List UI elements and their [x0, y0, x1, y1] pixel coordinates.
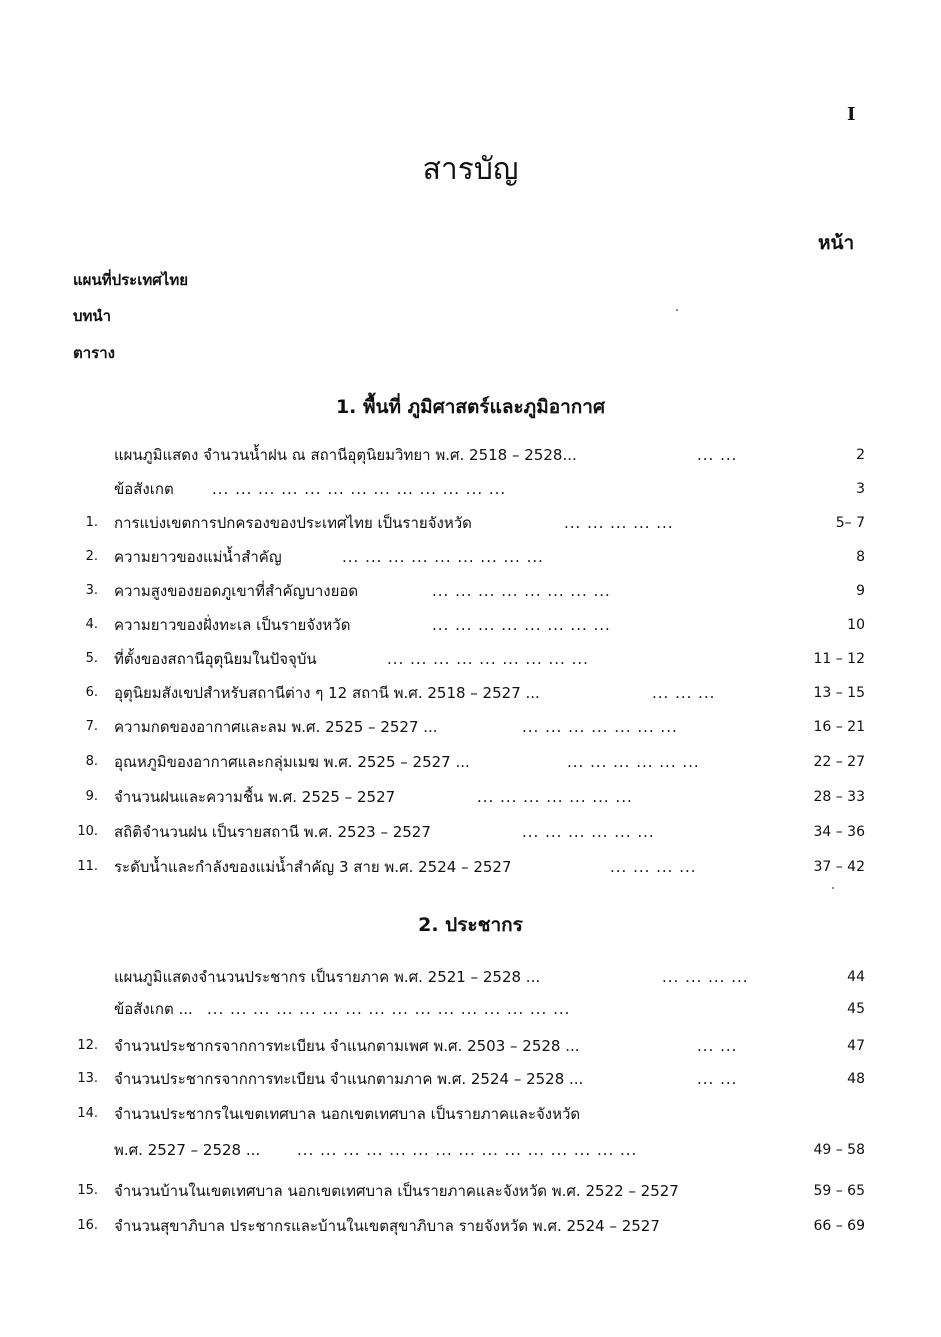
- entry-page: 49 – 58: [813, 1142, 865, 1158]
- toc-entry: [72, 994, 865, 1024]
- entry-number: 3.: [85, 583, 98, 598]
- toc-entry: [72, 1031, 865, 1061]
- leader-dots: ... ... ... ... ... ... ... ... ...: [342, 548, 544, 566]
- entry-title: อุตุนิยมสังเขปสำหรับสถานีต่าง ๆ 12 สถานี พ.ศ. 2518 – 2527 ...: [114, 684, 540, 702]
- entry-page: 44: [847, 969, 865, 985]
- front-matter-map: แผนที่ประเทศไทย: [73, 271, 188, 289]
- leader-dots: ... ... ... ... ... ... ... ...: [432, 582, 611, 600]
- entry-page: 34 – 36: [813, 824, 865, 840]
- entry-page: 8: [856, 549, 865, 565]
- front-matter-tables: ตาราง: [73, 344, 115, 362]
- toc-entry: [72, 1176, 865, 1206]
- toc-entry: [72, 852, 865, 882]
- entry-number: 13.: [77, 1071, 98, 1086]
- leader-dots: ... ... ... ... ... ... ... ... ... ... ... ... ...: [212, 480, 507, 498]
- entry-title: จำนวนประชากรจากการทะเบียน จำแนกตามภาค พ.ศ. 2524 – 2528 ...: [114, 1070, 584, 1088]
- entry-title: ที่ตั้งของสถานีอุตุนิยมในปัจจุบัน: [114, 650, 317, 668]
- entry-number: 9.: [85, 789, 98, 804]
- entry-title: ระดับน้ำและกำลังของแม่น้ำสำคัญ 3 สาย พ.ศ. 2524 – 2527: [114, 858, 512, 876]
- entry-title: จำนวนสุขาภิบาล ประชากรและบ้านในเขตสุขาภิบาล รายจังหวัด พ.ศ. 2524 – 2527: [114, 1217, 660, 1235]
- toc-entry: [72, 712, 865, 742]
- entry-page: 5– 7: [835, 515, 865, 531]
- entry-title: จำนวนฝนและความชื้น พ.ศ. 2525 – 2527: [114, 788, 396, 806]
- entry-number: 2.: [85, 549, 98, 564]
- section-heading-population: 2. ประชากร: [418, 914, 523, 936]
- entry-title: ความกดของอากาศและลม พ.ศ. 2525 – 2527 ...: [114, 718, 438, 736]
- entry-page: 66 – 69: [813, 1218, 865, 1234]
- entry-page: 59 – 65: [813, 1183, 865, 1199]
- entry-title: อุณหภูมิของอากาศและกลุ่มเมฆ พ.ศ. 2525 – 2527 ...: [114, 753, 470, 771]
- entry-page: 10: [847, 617, 865, 633]
- leader-dots: ... ... ...: [652, 684, 716, 702]
- leader-dots: ... ... ... ... ... ... ...: [522, 718, 678, 736]
- leader-dots: ... ... ... ... ... ...: [522, 823, 655, 841]
- entry-number: 7.: [85, 719, 98, 734]
- leader-dots: ... ... ... ... ... ... ... ...: [432, 616, 611, 634]
- toc-entry: [72, 440, 865, 470]
- toc-entry: [72, 1064, 865, 1094]
- entry-page: 22 – 27: [813, 754, 865, 770]
- entry-title: จำนวนประชากรจากการทะเบียน จำแนกตามเพศ พ.ศ. 2503 – 2528 ...: [114, 1037, 580, 1055]
- toc-entry: [72, 610, 865, 640]
- leader-dots: ... ... ... ... ...: [564, 514, 674, 532]
- toc-entry: [72, 576, 865, 606]
- toc-entry: [72, 1211, 865, 1241]
- entry-title: สถิติจำนวนฝน เป็นรายสถานี พ.ศ. 2523 – 2527: [114, 823, 431, 841]
- page-column-header: หน้า: [818, 232, 855, 254]
- leader-dots: ... ... ... ... ... ...: [567, 753, 700, 771]
- entry-page: 16 – 21: [813, 719, 865, 735]
- entry-page: 48: [847, 1071, 865, 1087]
- toc-entry: [72, 962, 865, 992]
- leader-dots: ... ...: [697, 446, 738, 464]
- entry-title: การแบ่งเขตการปกครองของประเทศไทย เป็นรายจังหวัด: [114, 514, 472, 532]
- page-number: I: [847, 104, 856, 125]
- entry-title: ข้อสังเกต: [114, 480, 174, 498]
- entry-number: 14.: [77, 1106, 98, 1121]
- entry-title: ความสูงของยอดภูเขาที่สำคัญบางยอด: [114, 582, 359, 600]
- leader-dots: ... ... ... ...: [610, 858, 697, 876]
- entry-number: 5.: [85, 651, 98, 666]
- entry-number: 10.: [77, 824, 98, 839]
- entry-page: 28 – 33: [813, 789, 865, 805]
- toc-entry: [72, 817, 865, 847]
- toc-entry: [72, 644, 865, 674]
- entry-number: 4.: [85, 617, 98, 632]
- toc-entry: [72, 782, 865, 812]
- leader-dots: ... ...: [697, 1037, 738, 1055]
- entry-page: 9: [856, 583, 865, 599]
- entry-page: 47: [847, 1038, 865, 1054]
- entry-number: 8.: [85, 754, 98, 769]
- toc-entry: [72, 508, 865, 538]
- scan-speck: [676, 309, 678, 311]
- entry-title: จำนวนบ้านในเขตเทศบาล นอกเขตเทศบาล เป็นรายภาคและจังหวัด พ.ศ. 2522 – 2527: [114, 1182, 679, 1200]
- leader-dots: ... ... ... ... ... ... ... ... ... ... ... ... ... ... ... ...: [207, 1000, 571, 1018]
- entry-number: 1.: [85, 515, 98, 530]
- entry-number: 6.: [85, 685, 98, 700]
- entry-number: 12.: [77, 1038, 98, 1053]
- leader-dots: ... ... ... ...: [662, 968, 749, 986]
- scan-speck: [832, 887, 834, 889]
- leader-dots: ... ... ... ... ... ... ... ... ... ... ... ... ... ... ...: [297, 1141, 638, 1159]
- entry-number: 11.: [77, 859, 98, 874]
- entry-page: 3: [856, 481, 865, 497]
- toc-entry: [72, 747, 865, 777]
- entry-title: ความยาวของฝั่งทะเล เป็นรายจังหวัด: [114, 616, 351, 634]
- toc-entry: [72, 542, 865, 572]
- toc-entry: [72, 1099, 865, 1129]
- entry-title: จำนวนประชากรในเขตเทศบาล นอกเขตเทศบาล เป็นรายภาคและจังหวัด: [114, 1105, 581, 1123]
- entry-page: 2: [856, 447, 865, 463]
- entry-page: 11 – 12: [813, 651, 865, 667]
- leader-dots: ... ... ... ... ... ... ... ... ...: [387, 650, 589, 668]
- toc-entry: [72, 1135, 865, 1165]
- entry-title: แผนภูมิแสดง จำนวนน้ำฝน ณ สถานีอุตุนิยมวิทยา พ.ศ. 2518 – 2528...: [114, 446, 577, 464]
- leader-dots: ... ...: [697, 1070, 738, 1088]
- page-title: สารบัญ: [422, 152, 519, 187]
- toc-entry: [72, 474, 865, 504]
- entry-number: 16.: [77, 1218, 98, 1233]
- entry-title: ข้อสังเกต ...: [114, 1000, 193, 1018]
- front-matter-introduction: บทนำ: [73, 307, 112, 325]
- section-heading-geography: 1. พื้นที่ ภูมิศาสตร์และภูมิอากาศ: [335, 396, 606, 418]
- toc-entry: [72, 678, 865, 708]
- entry-page: 45: [847, 1001, 865, 1017]
- entry-page: 13 – 15: [813, 685, 865, 701]
- entry-number: 15.: [77, 1183, 98, 1198]
- entry-page: 37 – 42: [813, 859, 865, 875]
- entry-title: พ.ศ. 2527 – 2528 ...: [114, 1141, 261, 1159]
- entry-title: ความยาวของแม่น้ำสำคัญ: [114, 548, 282, 566]
- leader-dots: ... ... ... ... ... ... ...: [477, 788, 633, 806]
- entry-title: แผนภูมิแสดงจำนวนประชากร เป็นรายภาค พ.ศ. 2521 – 2528 ...: [114, 968, 541, 986]
